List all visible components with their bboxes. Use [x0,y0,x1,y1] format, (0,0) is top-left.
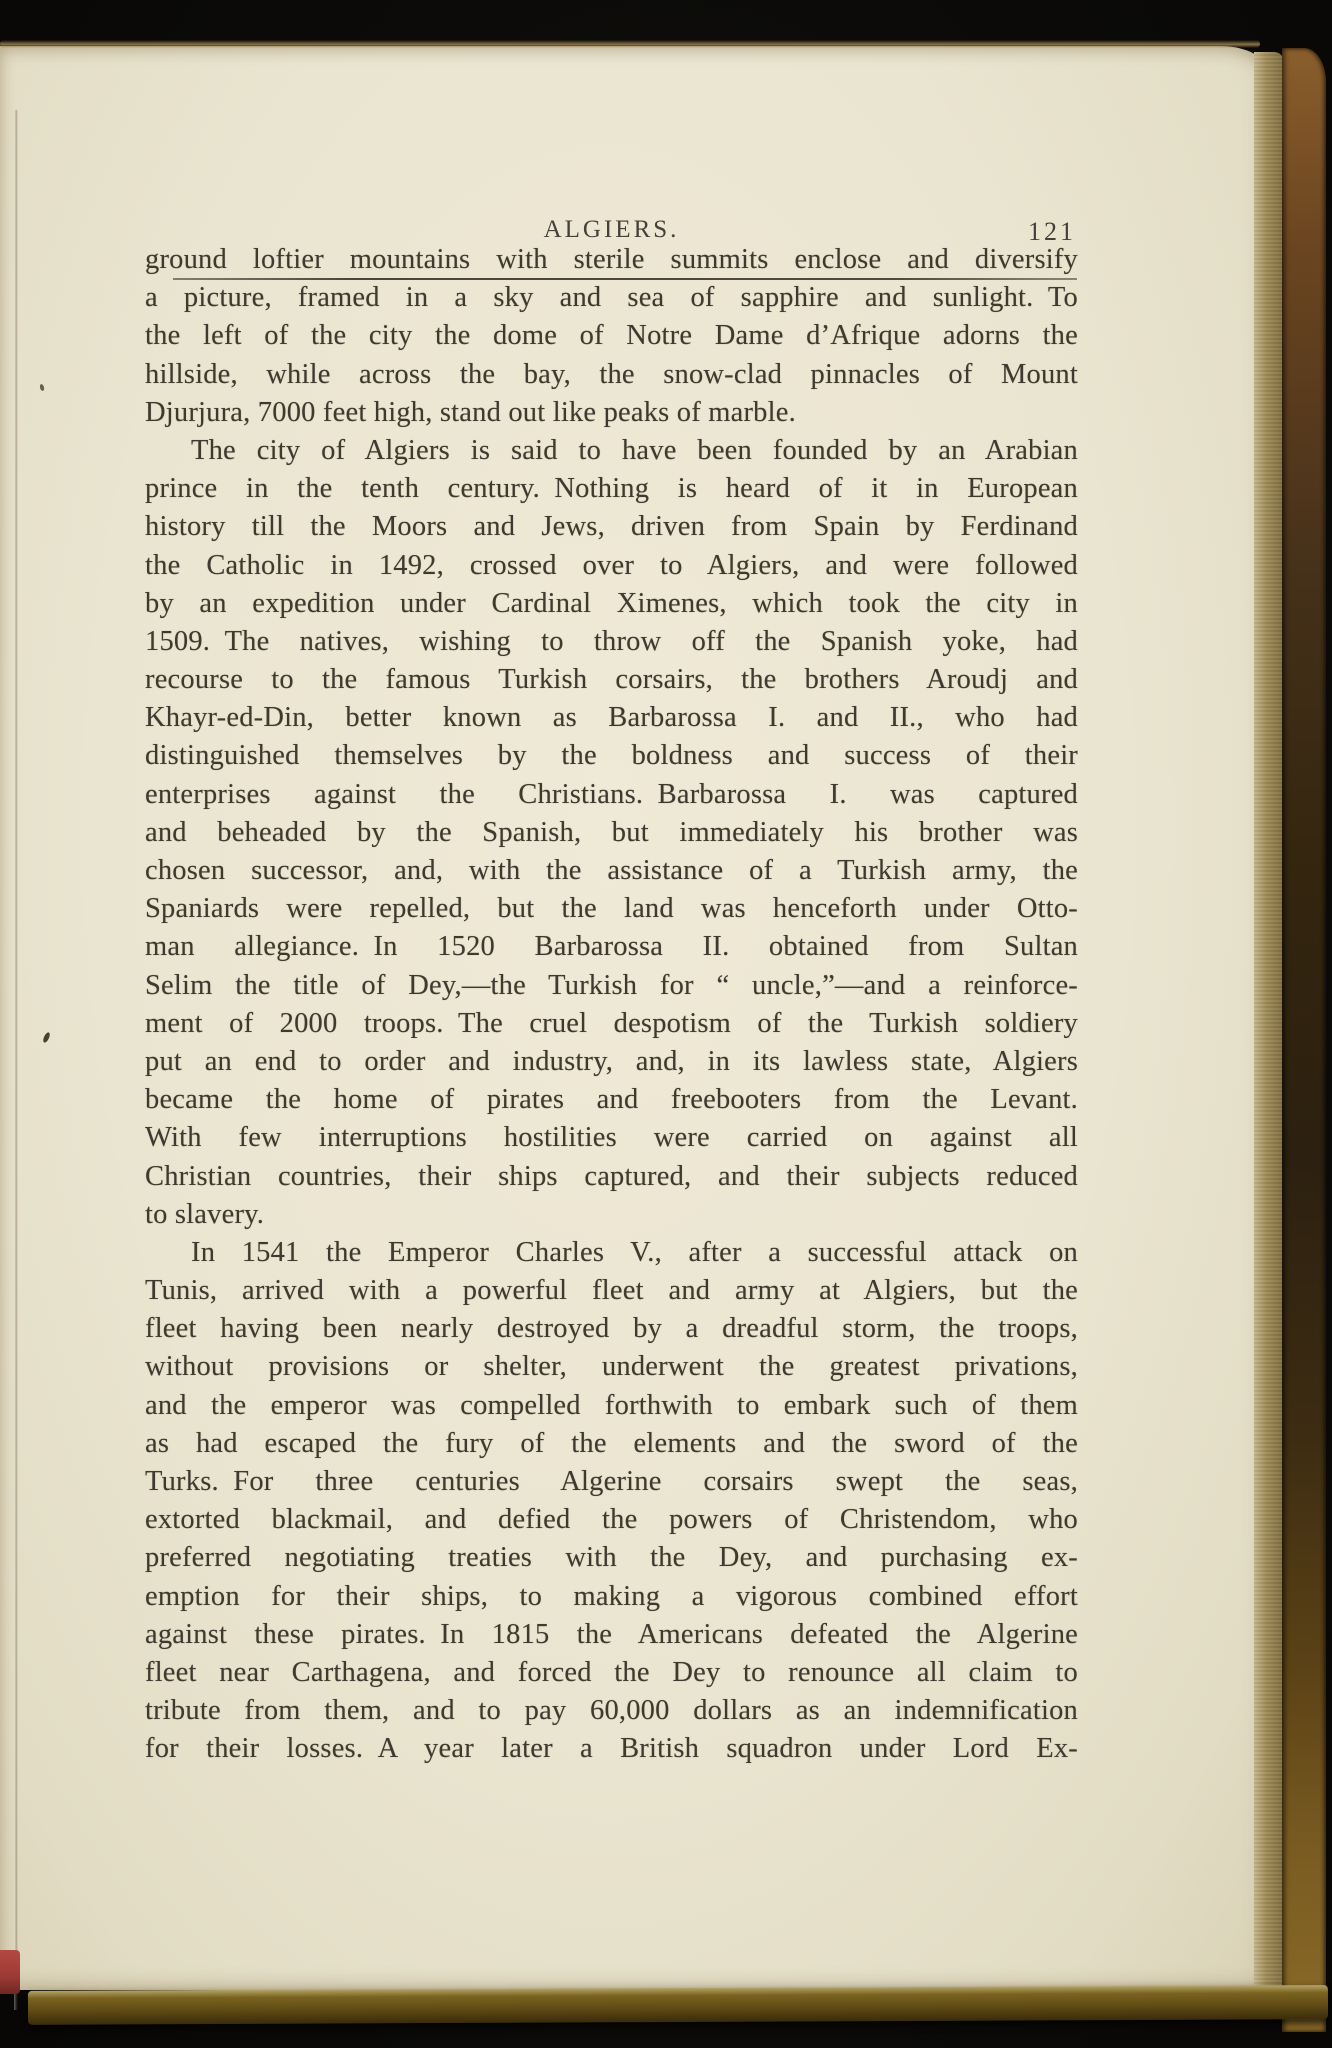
text-line: a picture, framed in a sky and sea of sapphire and sunlight. To [145,282,1078,314]
text-line: The city of Algiers is said to have been founded by an Arabian [191,434,1078,466]
text-line: preferred negotiating treaties with the Dey, and purchasing ex- [145,1542,1078,1574]
page-body-text [145,241,1078,1769]
text-line: the Catholic in 1492, crossed over to Algiers, and were followed [145,549,1078,581]
text-line: Spaniards were repelled, but the land was henceforth under Otto- [145,893,1078,925]
text-line: history till the Moors and Jews, driven from Spain by Ferdinand [145,511,1078,543]
text-line: enterprises against the Christians. Barbarossa I. was captured [145,778,1078,810]
text-line: With few interruptions hostilities were carried on against all [145,1122,1078,1154]
text-line: as had escaped the fury of the elements and the sword of the [145,1427,1078,1459]
text-line: hillside, while across the bay, the snow-clad pinnacles of Mount [145,358,1078,390]
text-line: Christian countries, their ships captured, and their subjects reduced [145,1160,1078,1192]
text-line: for their losses. A year later a British squadron under Lord Ex- [145,1733,1078,1765]
text-line: and beheaded by the Spanish, but immediately his brother was [145,816,1078,848]
text-line: Tunis, arrived with a powerful fleet and army at Algiers, but the [145,1275,1078,1307]
text-line: fleet near Carthagena, and forced the Dey to renounce all claim to [145,1656,1078,1688]
gutter-crease [14,110,18,2010]
text-line: 1509. The natives, wishing to throw off the Spanish yoke, had [145,625,1078,657]
text-line: man allegiance. In 1520 Barbarossa II. obtained from Sultan [145,931,1078,963]
text-line: tribute from them, and to pay 60,000 dollars as an indemnification [145,1695,1078,1727]
text-line: ment of 2000 troops. The cruel despotism of the Turkish soldiery [145,1007,1078,1039]
text-line: Turks. For three centuries Algerine corsairs swept the seas, [145,1466,1078,1497]
text-line: distinguished themselves by the boldness and success of their [145,740,1078,772]
text-line: fleet having been nearly destroyed by a dreadful storm, the troops, [145,1313,1078,1345]
text-line: to slavery. [145,1198,265,1230]
text-line: without provisions or shelter, underwent the greatest privations, [145,1351,1078,1383]
page-top-edge [0,40,1260,48]
text-line: put an end to order and industry, and, in its lawless state, Algiers [145,1045,1078,1077]
text-line: became the home of pirates and freebooters from the Levant. [145,1084,1078,1116]
text-line: prince in the tenth century. Nothing is heard of it in European [145,473,1078,505]
text-line: chosen successor, and, with the assistance of a Turkish army, the [145,855,1078,886]
text-line: Selim the title of Dey,—the Turkish for “ uncle,”—and a reinforce- [145,969,1078,1001]
text-line: emption for their ships, to making a vigorous combined effort [145,1580,1078,1612]
running-title: ALGIERS. [543,216,680,243]
book-cover-edge [1282,48,1326,2032]
book-cover-bottom-edge [28,1985,1328,2025]
text-line: the left of the city the dome of Notre Dame d’Afrique adorns the [145,320,1078,352]
text-line: Djurjura, 7000 feet high, stand out like peaks of marble. [145,396,796,428]
text-line: In 1541 the Emperor Charles V., after a successful attack on [191,1236,1078,1268]
text-line: against these pirates. In 1815 the Americans defeated the Algerine [145,1618,1078,1650]
page-flaw-speck [42,1031,51,1043]
text-line: Khayr-ed-Din, better known as Barbarossa I. and II., who had [145,702,1078,734]
book-fore-edge [1254,52,1284,1997]
text-line: and the emperor was compelled forthwith to embark such of them [145,1389,1078,1421]
text-line: by an expedition under Cardinal Ximenes, which took the city in [145,587,1078,619]
page-flaw-speck [39,384,45,392]
text-line: recourse to the famous Turkish corsairs, the brothers Aroudj and [145,664,1078,696]
headband-red [0,1950,20,1994]
text-line: ground loftier mountains with sterile summits enclose and diversify [145,244,1078,275]
text-line: extorted blackmail, and defied the powers of Christendom, who [145,1504,1078,1536]
page-number: 121 [1028,217,1076,246]
